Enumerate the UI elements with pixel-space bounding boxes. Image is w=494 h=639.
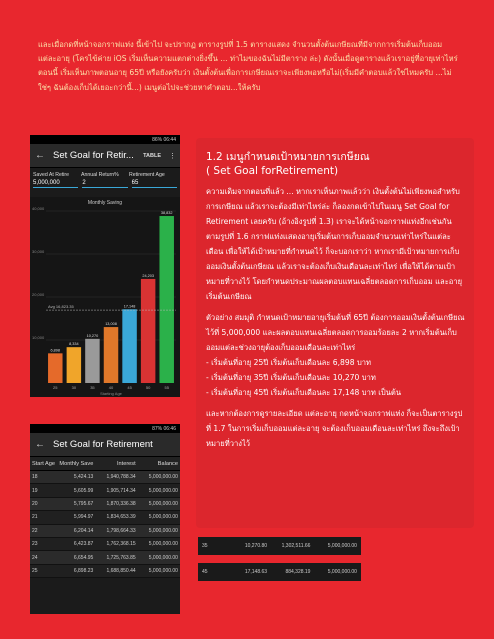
table-row[interactable] bbox=[30, 538, 180, 551]
input-values bbox=[30, 179, 180, 188]
cell: 1,302,511.66 bbox=[281, 543, 311, 549]
phone-screenshot-table bbox=[30, 424, 180, 614]
header-balance: Balance bbox=[157, 461, 178, 467]
cell: 1,905,714.34 bbox=[106, 487, 136, 494]
cell: 18 bbox=[32, 474, 38, 481]
age-label: Retirement Age bbox=[129, 172, 165, 178]
average-label: Avg 16,823.35 bbox=[48, 304, 74, 310]
cell: 19 bbox=[32, 487, 38, 494]
table-row[interactable] bbox=[30, 484, 180, 497]
app-title: Set Goal for Retir... bbox=[53, 150, 134, 161]
cell: 5,000,000.00 bbox=[148, 487, 178, 494]
table-row[interactable] bbox=[30, 471, 180, 484]
back-arrow-icon[interactable]: ← bbox=[35, 439, 45, 450]
cell: 5,000,000.00 bbox=[148, 527, 178, 534]
intro-paragraph: และเมื่อกดที่หน้าจอกราฟแท่ง นี้เข้าไป จะปรากฏ ตารางรูปที่ 1.5 ตารางแสดง จำนวนตั้งต้นเกษียณที่มีจากการเริ่มต้นเก็บออมแต่ละอายุ (โครไข้ค่าย iOS เริ่มเห็นความแตกต่างยิ่งขึ้น ... ท่าไมของฉันไม่มีตาราง ล่ะ) ดังนั้นเมื่อดูตารางแล้วเราอยู่ที่อายุเท่าไหร่ตอนนี้ เริ่มเห็นภาพตอนอายุ 65ปี หรือยังครับว่า เงินตั้งต้นเพื่อการเกษียณเราจะเพียงพอหรือไม่(เริ่มมีคำตอบแล้วใช่ไหมครับ ...ไม่ใช่ๆ ฉันต้องเก็บได้เยอะกว่านี้...) เมนูต่อไปจะช่วยหาคำตอบ...ให้ครับ bbox=[38, 40, 458, 92]
input-labels bbox=[30, 168, 180, 179]
panel-title-line1: 1.2 เมนูกำหนดเป้าหมายการเกษียณ bbox=[206, 151, 370, 163]
x-tick-label: 30 bbox=[71, 385, 77, 390]
text-panel bbox=[196, 138, 474, 528]
monthly-saving-chart[interactable] bbox=[30, 197, 180, 397]
cell: 1,762,368.15 bbox=[106, 541, 136, 548]
table-row[interactable] bbox=[30, 565, 180, 578]
cell: 5,605.99 bbox=[73, 487, 94, 494]
panel-paragraph-3: และหากต้องการดูรายละเอียด แต่ละอายุ กดหน้าจอกราฟแท่ง ก็จะเป็นตารางรูปที่ 1.7 ในการเริ่มเก็บออมแต่ละอายุ จะต้องเก็บออมเดือนละเท่าไหร่ ถึงจะถึงเป้าหมายที่วางไว้ bbox=[206, 409, 463, 448]
table-strip bbox=[198, 563, 361, 581]
cell: 5,000,000.00 bbox=[148, 514, 178, 521]
cell: 35 bbox=[202, 543, 208, 549]
panel-paragraph-2: ตัวอย่าง สมมุติ กำหนดเป้าหมายอายุเริ่มต้นที่ 65ปี ต้องการออมเงินตั้งต้นเกษียณไว้ที่ 5,000,000 และผลตอบแทนเฉลี่ยตลอดการออมร้อยละ 2 หากเริ่มต้นเก็บออมแต่ละช่วงอายุต้องเก็บออมเดือนละเท่าไหร่ bbox=[206, 313, 465, 352]
cell: 23 bbox=[32, 541, 38, 548]
cell: 6,654.95 bbox=[73, 554, 94, 561]
table-row[interactable] bbox=[30, 551, 180, 564]
data-label: 38,832 bbox=[160, 211, 173, 216]
bar bbox=[159, 216, 173, 383]
annual-input[interactable]: 2 bbox=[82, 179, 127, 188]
data-label: 10,270 bbox=[86, 333, 99, 338]
x-tick-label: 50 bbox=[145, 385, 151, 390]
bullet-item: - เริ่มต้นที่อายุ 45ปี เริ่มต้นเก็บเดือนละ 17,148 บาท เป็นต้น bbox=[206, 388, 402, 397]
table-row[interactable] bbox=[30, 498, 180, 511]
saved-label: Saved At Retire bbox=[33, 172, 70, 178]
bar bbox=[85, 339, 99, 383]
header-start-age: Start Age bbox=[32, 461, 56, 467]
back-arrow-icon[interactable]: ← bbox=[35, 150, 45, 161]
bullet-item: - เริ่มต้นที่อายุ 35ปี เริ่มต้นเก็บเดือนละ 10,270 บาท bbox=[206, 373, 376, 382]
cell: 1,725,763.85 bbox=[106, 554, 136, 561]
status-bar bbox=[30, 135, 180, 144]
x-axis-label: Starting Age bbox=[100, 391, 122, 396]
table-row[interactable] bbox=[30, 525, 180, 538]
cell: 10,270.80 bbox=[244, 543, 268, 549]
app-bar bbox=[30, 144, 180, 168]
cell: 5,000,000.00 bbox=[148, 474, 178, 481]
cell: 22 bbox=[32, 527, 38, 534]
cell: 6,423.87 bbox=[73, 541, 94, 548]
cell: 1,834,653.39 bbox=[106, 514, 136, 521]
data-label: 17,148 bbox=[123, 304, 136, 309]
cell: 5,000,000.00 bbox=[148, 500, 178, 507]
cell: 45 bbox=[202, 569, 208, 575]
panel-title-line2: ( Set Goal forRetirement) bbox=[206, 165, 339, 177]
bar bbox=[122, 309, 136, 383]
table-button[interactable]: TABLE bbox=[143, 152, 161, 159]
x-tick-label: 25 bbox=[53, 385, 58, 390]
cell: 24 bbox=[32, 554, 38, 561]
status-text: 87% 06:46 bbox=[152, 425, 176, 432]
header-monthly-save: Monthly Save bbox=[59, 461, 94, 467]
cell: 5,424.13 bbox=[73, 474, 94, 481]
data-label: 8,334 bbox=[69, 342, 79, 347]
bar bbox=[141, 279, 155, 383]
cell: 20 bbox=[32, 500, 38, 507]
status-text: 86% 06:44 bbox=[152, 136, 176, 143]
cell: 5,000,000.00 bbox=[148, 541, 178, 548]
x-tick-label: 45 bbox=[127, 385, 132, 390]
bar bbox=[67, 347, 81, 383]
cell: 6,898.23 bbox=[73, 567, 94, 574]
cell: 5,994.97 bbox=[73, 514, 94, 521]
y-tick-label: 30,000 bbox=[32, 249, 45, 254]
cell: 5,000,000.00 bbox=[327, 569, 357, 575]
table-header bbox=[30, 457, 180, 471]
chart-title: Monthly Saving bbox=[87, 200, 123, 206]
age-input[interactable]: 65 bbox=[132, 179, 177, 188]
table-body bbox=[30, 471, 180, 578]
data-label: 24,203 bbox=[142, 273, 154, 278]
chart-area[interactable] bbox=[30, 197, 180, 397]
phone-screenshot-chart bbox=[30, 135, 180, 397]
overflow-menu-icon[interactable]: ⋮ bbox=[169, 152, 175, 160]
data-label: 6,898 bbox=[50, 348, 61, 353]
app-bar bbox=[30, 433, 180, 457]
cell: 5,000,000.00 bbox=[148, 554, 178, 561]
annual-label: Annual Return% bbox=[81, 172, 119, 178]
bar bbox=[48, 353, 62, 383]
x-tick-label: 55 bbox=[164, 385, 169, 390]
bullet-item: - เริ่มต้นที่อายุ 25ปี เริ่มต้นเก็บเดือนละ 6,898 บาท bbox=[206, 358, 372, 367]
panel-paragraph-1: ความเดิมจากตอนที่แล้ว ... หากเราเห็นภาพแล้วว่า เงินตั้งต้นไม่เพียงพอสำหรับการเกษียณ แล้วเราจะต้องมีเท่าไหร่ล่ะ ก็ลองกดเข้าไปในเมนู Set Goal for Retirement เลยครับ (อ้างอิงรูปที่ 1.3) เราจะได้หน้าจอกราฟแท่งอีกเช่นกัน ตามรูปที่ 1.6 กราฟแท่งแสดงอายุเริ่มต้นการเก็บออมจำนวนเท่าไหร่ในแต่ละเดือน เพื่อให้ได้เป้าหมายที่กำหนดไว้ ก็จะบอกเราว่า หากเรามีเป้าหมายการเก็บออมเงินตั้งต้นเกษียณ แล้วเราจะต้องเก็บเงินเดือนละเท่าไหร่ เพื่อให้ได้ตามเป้าหมายที่วางไว้ โดยกำหนดประมาณผลตอบแทนเฉลี่ยตลอดการเก็บออม และอายุเริ่มต้นเกษียณ bbox=[206, 187, 463, 301]
data-label: 13,008 bbox=[105, 322, 117, 327]
cell: 5,795.67 bbox=[73, 500, 94, 507]
cell: 17,148.63 bbox=[244, 569, 268, 575]
saved-input[interactable]: 5,000,000 bbox=[33, 179, 78, 188]
x-tick-label: 35 bbox=[90, 385, 95, 390]
cell: 1,798,664.33 bbox=[106, 527, 136, 534]
y-tick-label: 10,000 bbox=[32, 335, 45, 340]
cell: 5,000,000.00 bbox=[327, 543, 357, 549]
app-title: Set Goal for Retirement bbox=[53, 439, 153, 450]
table-row[interactable] bbox=[30, 511, 180, 524]
cell: 21 bbox=[32, 514, 38, 521]
y-tick-label: 40,000 bbox=[32, 206, 45, 211]
cell: 5,000,000.00 bbox=[148, 567, 178, 574]
y-tick-label: 20,000 bbox=[32, 292, 45, 297]
cell: 1,870,336.38 bbox=[106, 500, 136, 507]
x-tick-label: 40 bbox=[108, 385, 114, 390]
table-strip bbox=[198, 537, 361, 555]
cell: 6,204.14 bbox=[73, 527, 94, 534]
cell: 25 bbox=[32, 567, 38, 574]
cell: 1,940,788.34 bbox=[106, 474, 136, 481]
cell: 1,688,850.44 bbox=[106, 567, 136, 574]
cell: 884,328.19 bbox=[285, 569, 311, 575]
status-bar bbox=[30, 424, 180, 433]
bar bbox=[104, 327, 118, 383]
header-interest: Interest bbox=[116, 461, 136, 467]
